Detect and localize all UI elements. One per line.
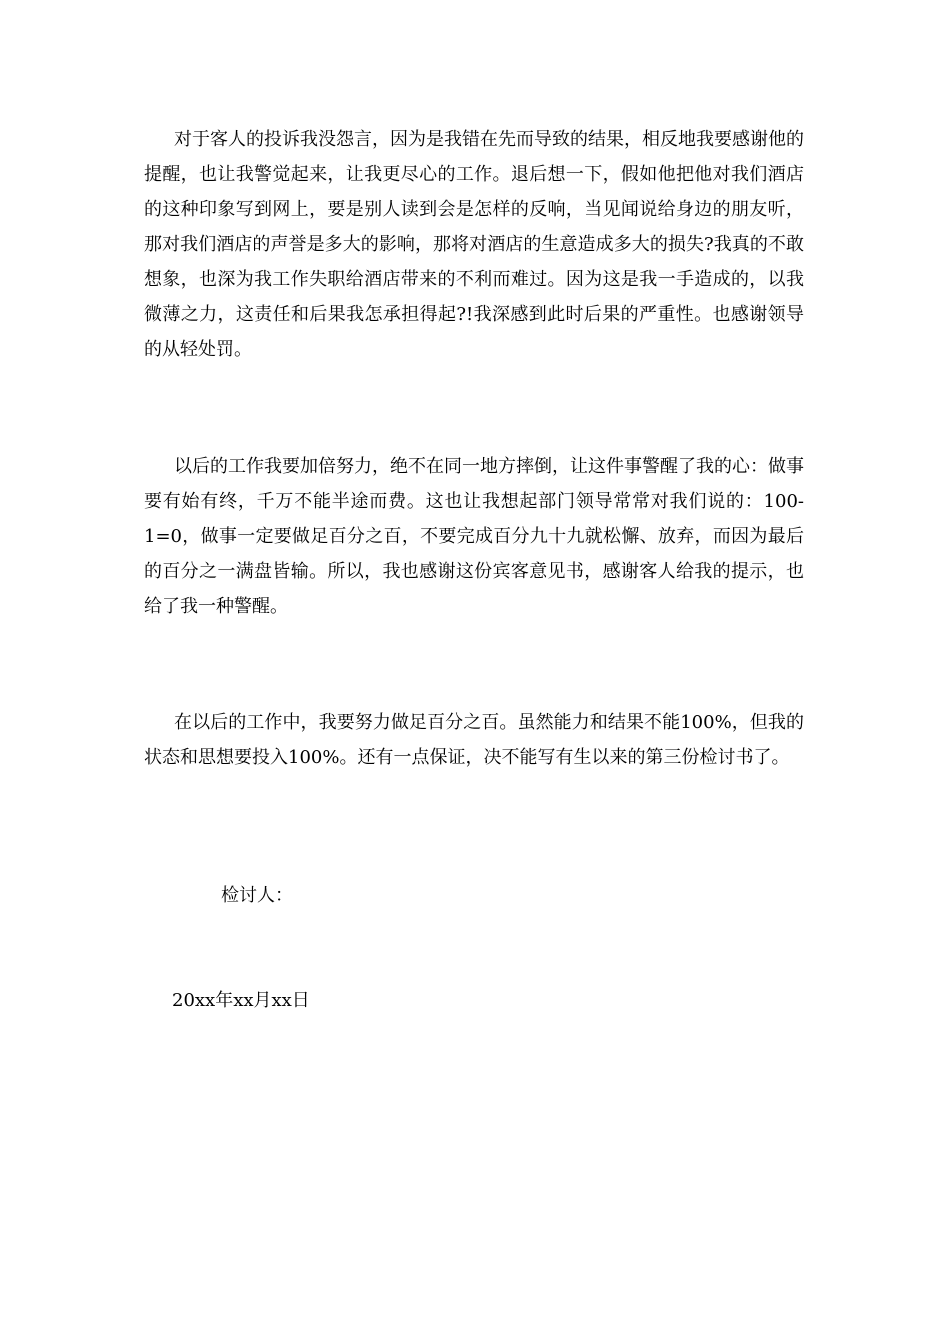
paragraph-future-effort: 以后的工作我要加倍努力，绝不在同一地方摔倒，让这件事警醒了我的心：做事要有始有终，千万不能半途而费。这也让我想起部门领导常常对我们说的：100-1=0，做事一定要做足百分之百，不要完成百分九十九就松懈、放弃，而因为最后的百分之一满盘皆输。所以，我也感谢这份宾客意见书，感谢客人给我的提示，也给了我一种警醒。: [144, 456, 804, 617]
paragraph-complaint-reflection: 对于客人的投诉我没怨言，因为是我错在先而导致的结果，相反地我要感谢他的提醒，也让我警觉起来，让我更尽心的工作。退后想一下，假如他把他对我们酒店的这种印象写到网上，要是别人读到会是怎样的反响，当见闻说给身边的朋友听，那对我们酒店的声誉是多大的影响，那将对酒店的生意造成多大的损失?我真的不敢想象，也深为我工作失职给酒店带来的不利而难过。因为这是我一手造成的，以我微薄之力，这责任和后果我怎承担得起?!我深感到此时后果的严重性。也感谢领导的从轻处罚。: [144, 129, 804, 360]
document-date: 20xx年xx月xx日: [172, 990, 310, 1011]
paragraph-commitment: 在以后的工作中，我要努力做足百分之百。虽然能力和结果不能100%，但我的状态和思想要投入100%。还有一点保证，决不能写有生以来的第三份检讨书了。: [144, 712, 804, 768]
signature-label: 检讨人：: [221, 885, 293, 906]
